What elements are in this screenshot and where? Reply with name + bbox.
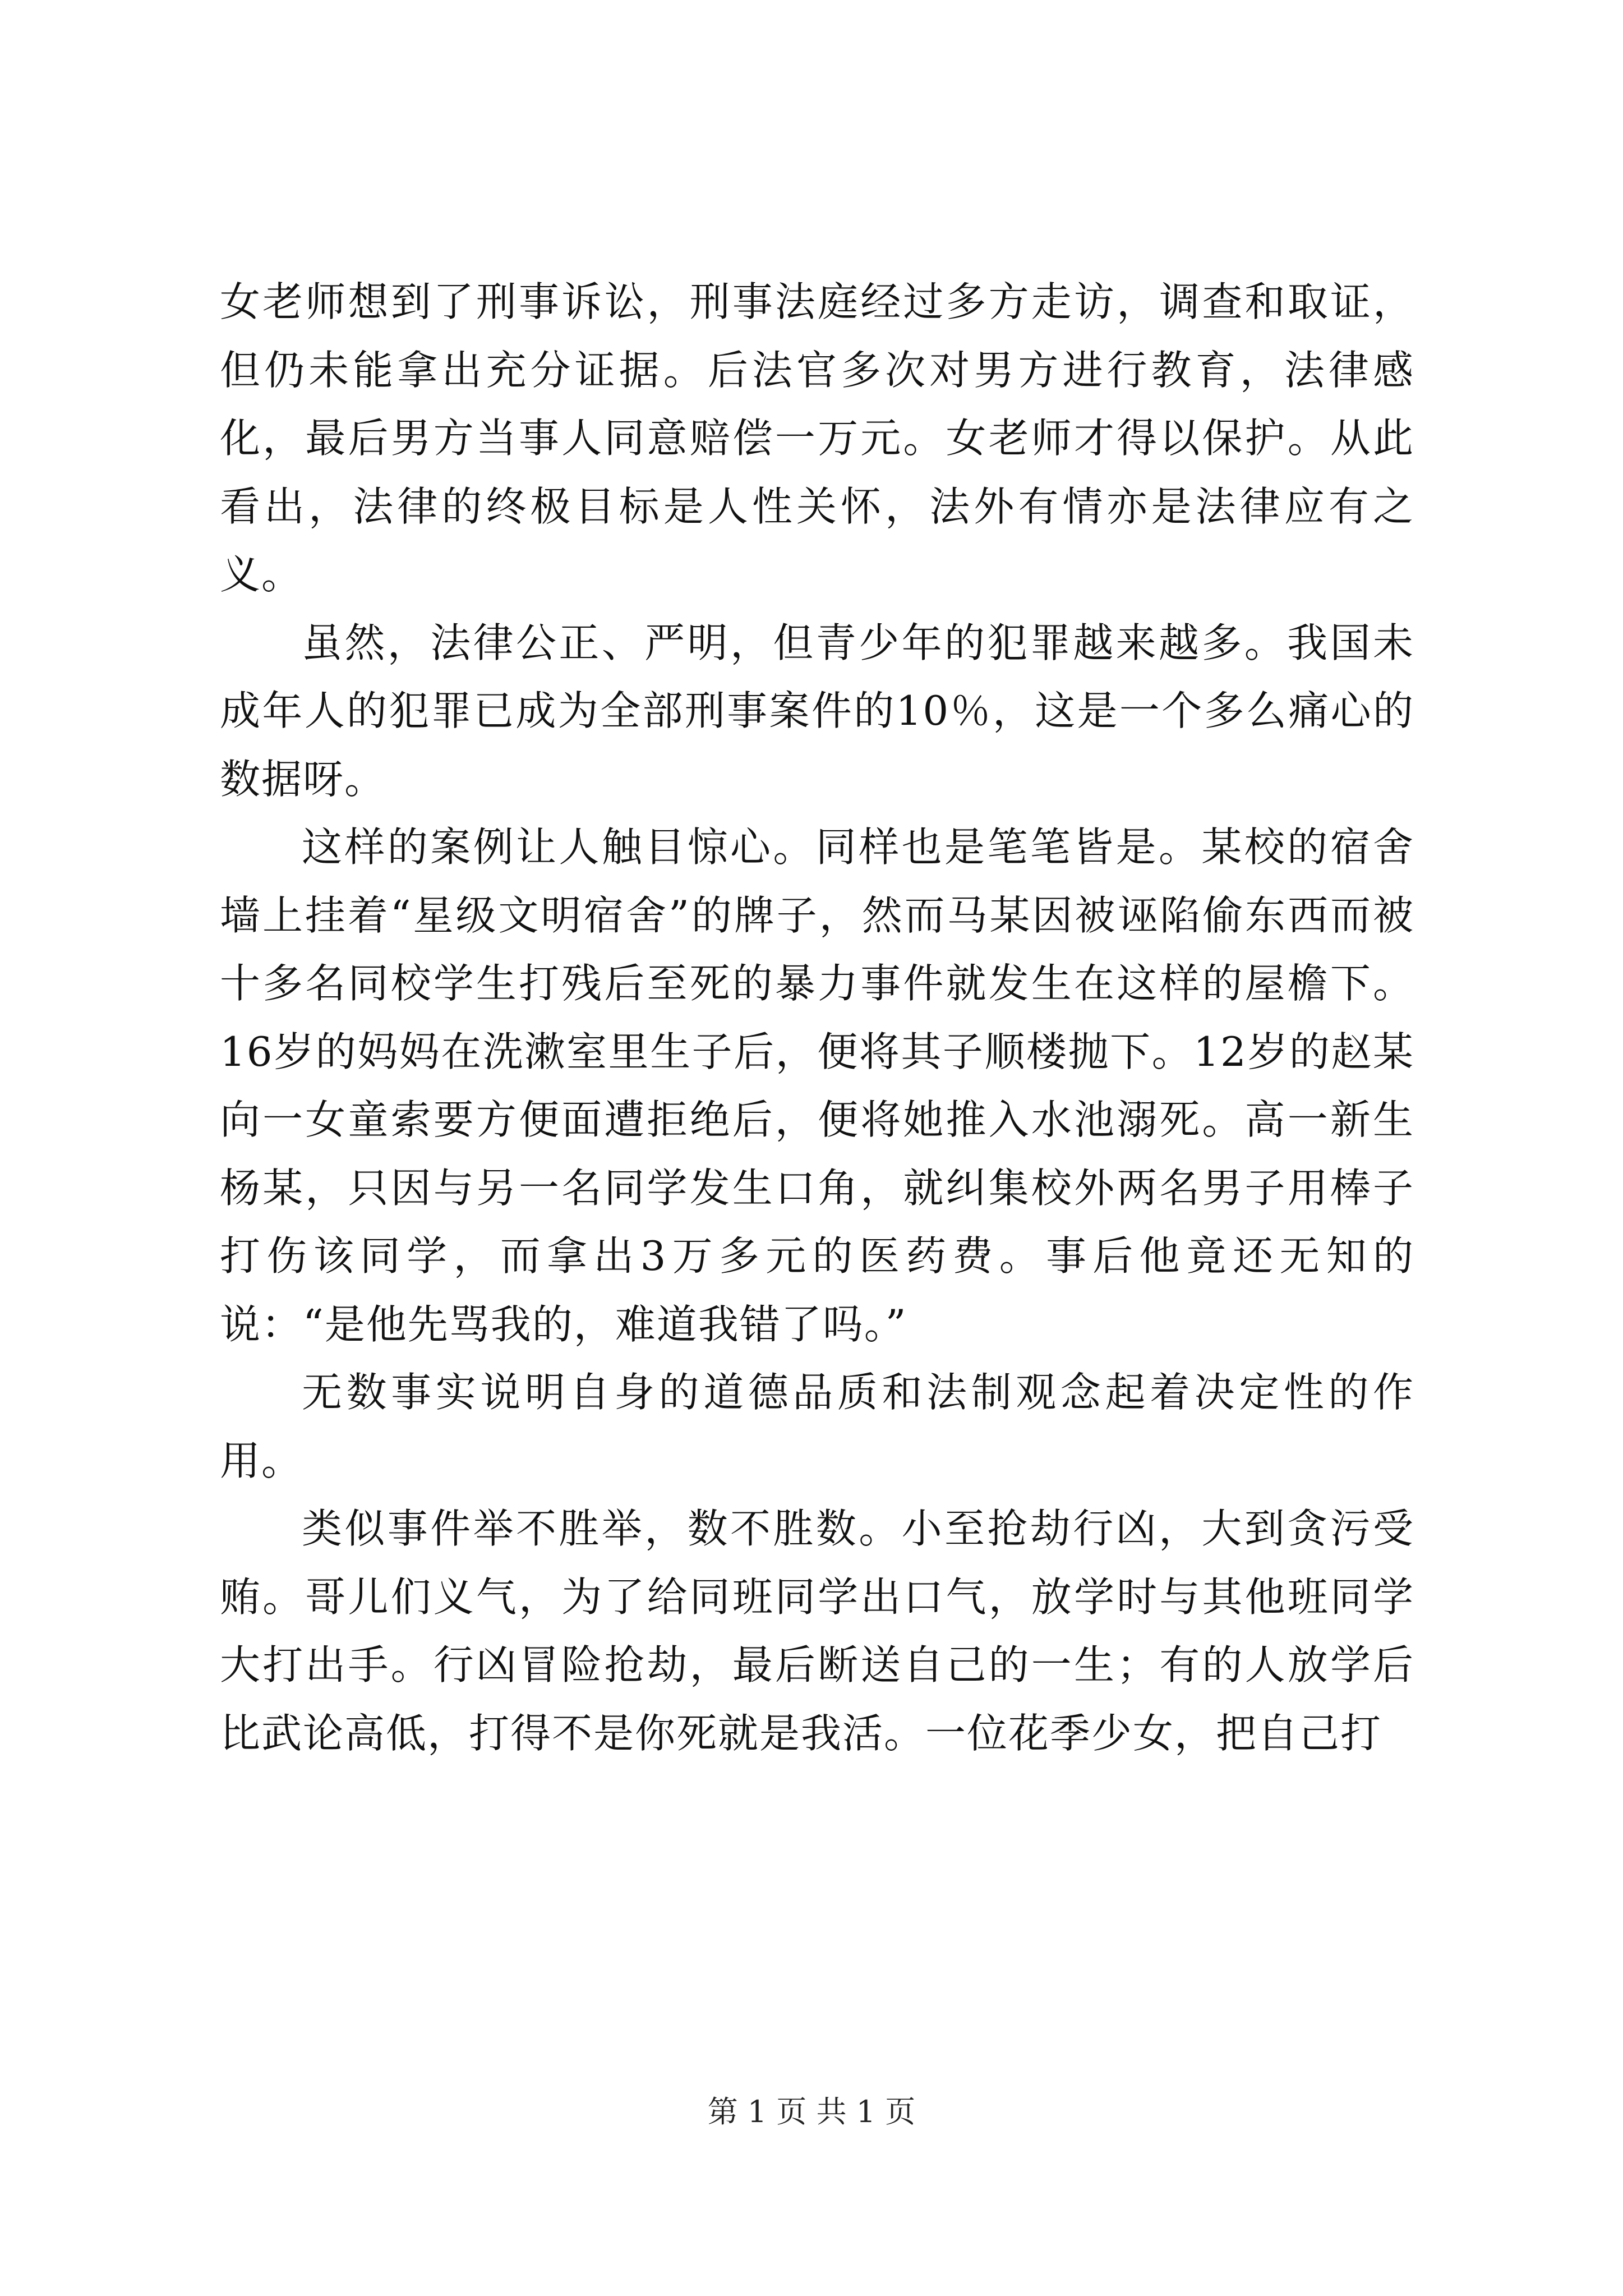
paragraph-3: 这样的案例让人触目惊心。同样也是笔笔皆是。某校的宿舍墙上挂着“星级文明宿舍”的牌子，然而马某因被诬陷偷东西而被十多名同校学生打残后至死的暴力事件就发生在这样的屋檐下。16岁的妈妈在洗漱室里生子后，便将其子顺楼抛下。12岁的赵某向一女童索要方便面遭拒绝后，便将她推入水池溺死。高一新生杨某，只因与另一名同学发生口角，就纠集校外两名男子用棒子打伤该同学，而拿出3万多元的医药费。事后他竟还无知的说：“是他先骂我的，难道我错了吗。” [220, 823, 1414, 1348]
paragraph-2: 虽然，法律公正、严明，但青少年的犯罪越来越多。我国未成年人的犯罪已成为全部刑事案件的10％，这是一个多么痛心的数据呀。 [220, 619, 1414, 803]
paragraph-4: 无数事实说明自身的道德品质和法制观念起着决定性的作用。 [220, 1369, 1414, 1484]
paragraph-5: 类似事件举不胜举，数不胜数。小至抢劫行凶，大到贪污受贿。哥儿们义气，为了给同班同学出口气，放学时与其他班同学大打出手。行凶冒险抢劫，最后断送自己的一生；有的人放学后比武论高低，打得不是你死就是我活。一位花季少女，把自己打 [220, 1505, 1414, 1757]
paragraph-1: 女老师想到了刑事诉讼，刑事法庭经过多方走访，调查和取证，但仍未能拿出充分证据。后法官多次对男方进行教育，法律感化，最后男方当事人同意赔偿一万元。女老师才得以保护。从此看出，法律的终极目标是人性关怀，法外有情亦是法律应有之义。 [220, 278, 1414, 598]
document-body [220, 268, 1414, 1768]
page-footer [0, 2092, 1623, 2132]
page-number-label: 第 1 页 共 1 页 [707, 2094, 916, 2129]
